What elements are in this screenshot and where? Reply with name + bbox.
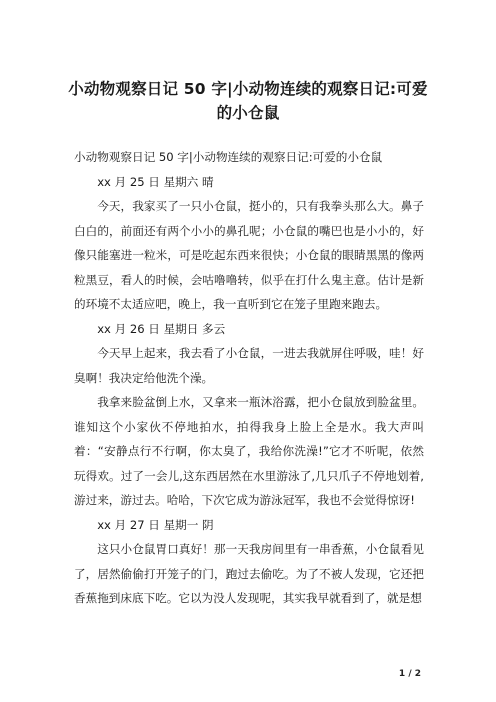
diary-paragraph: 这只小仓鼠胃口真好！那一天我房间里有一串香蕉，小仓鼠看见了，居然偷偷打开笼子的门，跑过去偷吃。为了不被人发现，它还把香蕉拖到床底下吃。它以为没人发现呢，其实我早就看到了，就是想 [74,542,424,605]
subtitle-paragraph: 小动物观察日记 50 字|小动物连续的观察日记:可爱的小仓鼠 [74,150,383,164]
diary-date-2: xx 月 26 日 星期日 多云 [97,321,226,336]
diary-date-1: xx 月 25 日 星期六 晴 [97,174,214,189]
diary-paragraph: 今天，我家买了一只小仓鼠，挺小的，只有我拳头那么大。鼻子白白的，前面还有两个小小的鼻孔呢；小仓鼠的嘴巴也是小小的，好像只能塞进一粒米，可是吃起东西来很快；小仓鼠的眼睛黑黑的像两粒黑豆，看人的时候，会咕噜噜转，似乎在打什么鬼主意。估计是新的环境不太适应吧，晚上，我一直听到它在笼子里跑来跑去。 [74,199,424,311]
page-number: 1 / 2 [398,669,421,679]
title-line-1: 小动物观察日记 50 字|小动物连续的观察日记:可爱 [68,80,428,98]
document-title [40,77,456,125]
diary-date-3: xx 月 27 日 星期一 阴 [97,517,214,532]
title-line-2: 的小仓鼠 [216,104,280,122]
document-body [74,145,424,611]
diary-paragraph: 今天早上起来，我去看了小仓鼠，一进去我就屏住呼吸，哇！好臭啊！我决定给他洗个澡。 [74,346,424,385]
diary-paragraph: 我拿来脸盆倒上水，又拿来一瓶沐浴露，把小仓鼠放到脸盆里。谁知这个小家伙不停地拍水，拍得我身上脸上全是水。我大声叫着：“安静点行不行啊，你太臭了，我给你洗澡!”它才不听呢，依然玩得欢。过了一会儿,这东西居然在水里游泳了,几只爪子不停地划着,游过来，游过去。哈哈，下次它成为游泳冠军，我也不会觉得惊讶! [74,395,424,507]
